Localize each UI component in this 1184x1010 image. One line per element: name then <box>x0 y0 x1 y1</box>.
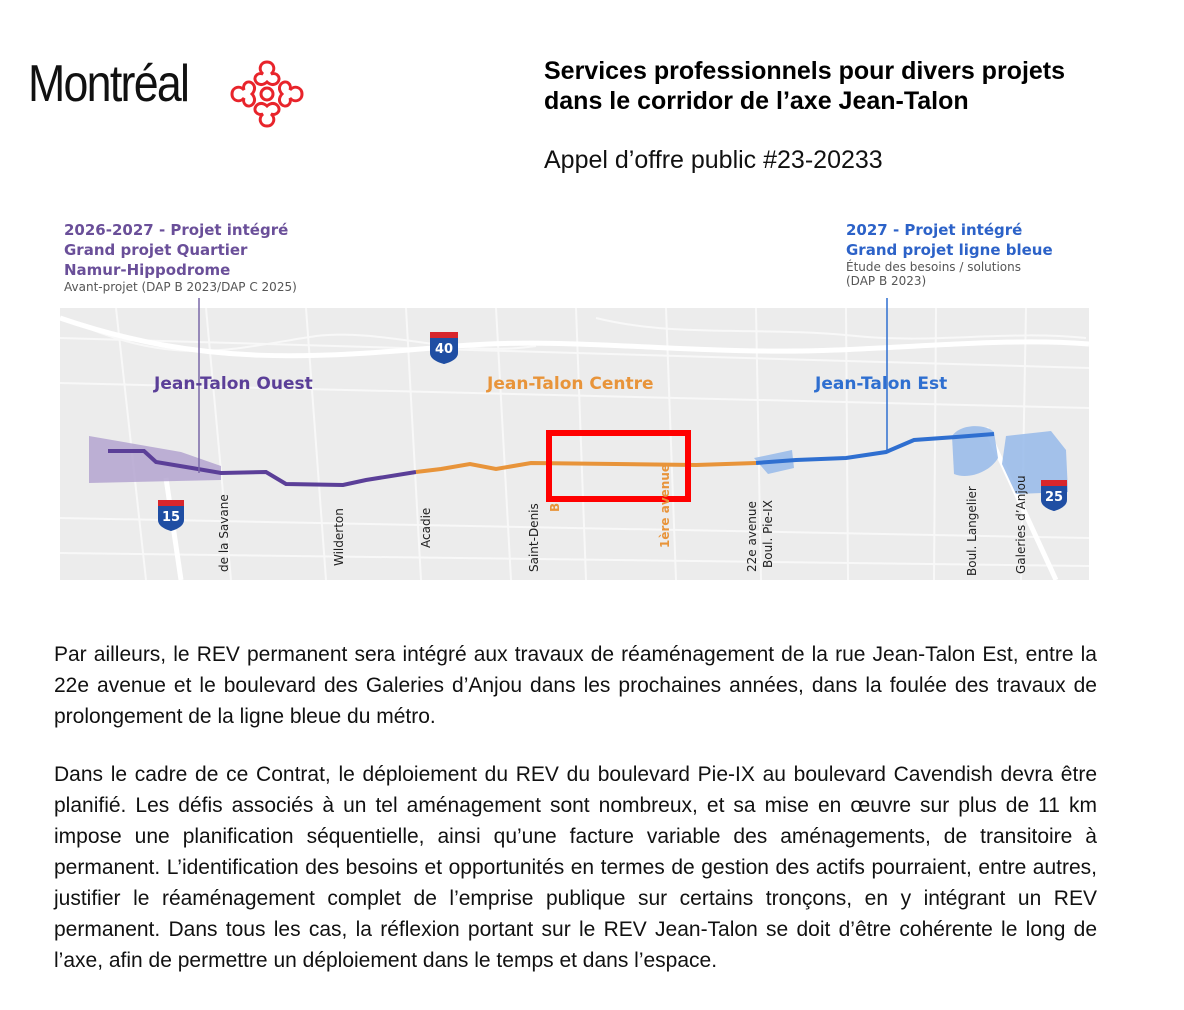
callout-left-line-3: Namur-Hippodrome <box>64 261 231 279</box>
paragraph-rev-jean-talon-est: Par ailleurs, le REV permanent sera intégré aux travaux de réaménagement de la rue Jean-Talon Est, entre la 22e avenue et le boulevard des Galeries d’Anjou dans les prochaines années, dans la foulée des travaux de prolongement de la ligne bleue du métro. <box>54 643 1097 728</box>
callout-left-line-1: 2026-2027 - Projet intégré <box>64 221 289 239</box>
callout-right-sub-1: Étude des besoins / solutions <box>846 260 1022 274</box>
tender-number: Appel d’offre public #23-20233 <box>544 146 883 174</box>
callout-right-line-2: Grand projet ligne bleue <box>846 241 1053 259</box>
street-acadie: Acadie <box>419 507 433 548</box>
street-galeries-danjou: Galeries d’Anjou <box>1014 475 1028 574</box>
highway-40-number: 40 <box>434 342 454 357</box>
title-line-2: dans le corridor de l’axe Jean-Talon <box>544 87 969 115</box>
map-canvas <box>56 218 1096 584</box>
highway-25-shield <box>1041 480 1067 511</box>
highway-15-shield <box>158 500 184 531</box>
callout-right-sub-2: (DAP B 2023) <box>846 274 927 288</box>
corridor-map <box>56 218 1096 584</box>
title-line-1: Services professionnels pour divers projets <box>544 57 1066 85</box>
label-jean-talon-centre: Jean-Talon Centre <box>487 374 654 394</box>
street-22e-avenue: 22e avenue <box>745 501 759 572</box>
label-jean-talon-ouest: Jean-Talon Ouest <box>154 374 313 394</box>
paragraph-contrat-deploiement: Dans le cadre de ce Contrat, le déploiement du REV du boulevard Pie-IX au boulevard Cavendish devra être planifié. Les défis associés à un tel aménagement sont nombreux, et sa mise en œuvre sur plus de 11 km impose une planification séquentielle, ainsi qu’une facture variable des aménagements, de transitoire à permanent. L’identification des besoins et opportunités en termes de gestion des actifs pourraient, entre autres, justifier le réaménagement complet de l’emprise publique sur certains tronçons, en y intégrant un REV permanent. Dans tous les cas, la réflexion portant sur le REV Jean-Talon se doit d’être cohérente le long de l’axe, afin de permettre un déploiement dans le temps et dans l’espace. <box>54 763 1097 972</box>
label-jean-talon-est: Jean-Talon Est <box>815 374 948 394</box>
logo-wordmark: Montréal <box>28 55 189 113</box>
highway-15-number: 15 <box>161 510 181 525</box>
street-de-la-savane: de la Savane <box>217 494 231 572</box>
callout-left-line-2: Grand projet Quartier <box>64 241 248 259</box>
highway-25-number: 25 <box>1044 490 1064 505</box>
callout-right-line-1: 2027 - Projet intégré <box>846 221 1023 239</box>
street-b-label: B <box>548 502 562 512</box>
street-saint-denis: Saint-Denis <box>527 503 541 572</box>
callout-left-sub: Avant-projet (DAP B 2023/DAP C 2025) <box>64 280 297 294</box>
street-1ere-avenue: 1ère avenue <box>658 463 672 548</box>
rosette-icon <box>224 56 310 132</box>
street-boul-pie-ix: Boul. Pie-IX <box>761 500 775 568</box>
highway-40-shield <box>430 332 458 364</box>
street-wilderton: Wilderton <box>332 508 346 566</box>
montreal-logo <box>28 55 214 113</box>
document-title <box>544 56 1065 116</box>
street-boul-langelier: Boul. Langelier <box>965 486 979 576</box>
